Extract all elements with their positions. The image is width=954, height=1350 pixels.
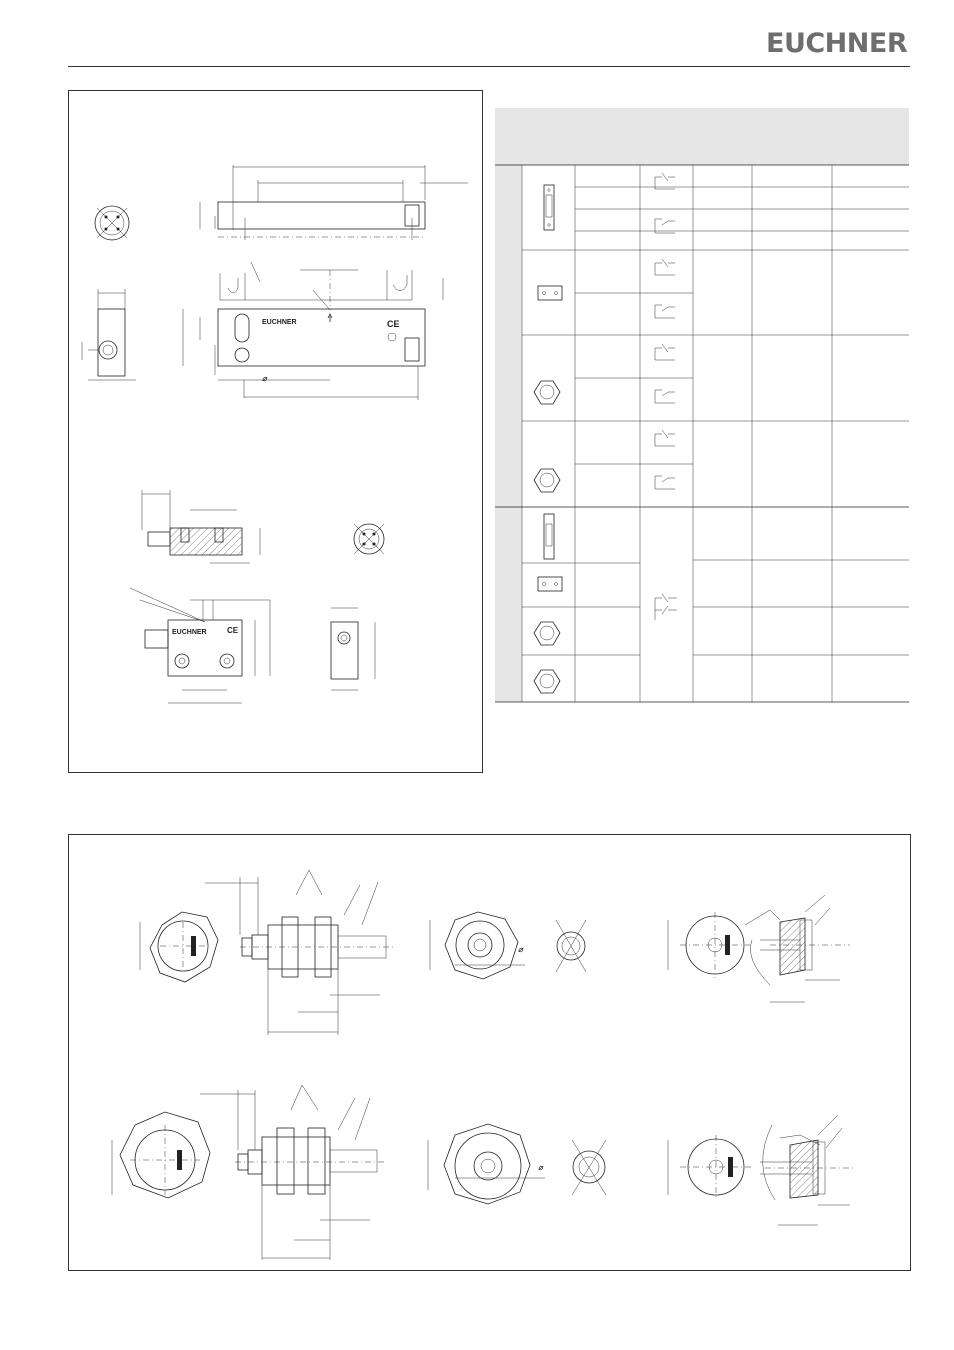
connector-face-4 [572, 1140, 606, 1195]
small-sensor-front-view [130, 588, 270, 703]
embossed-logo-small: EUCHNER [172, 629, 207, 636]
cyl-sensor-1-mounted-section [745, 895, 850, 1002]
sensor-top-view [200, 165, 468, 240]
embossed-logo-front: EUCHNER [262, 319, 297, 326]
small-sensor-section-view [142, 490, 260, 563]
cyl-sensor-2-rear [428, 1124, 545, 1204]
diameter-symbol-3: ⌀ [538, 1163, 543, 1172]
cyl-sensor-2-flush-front [668, 1135, 752, 1200]
small-sensor-side-view [331, 608, 375, 690]
diameter-symbol-2: ⌀ [518, 945, 523, 954]
ce-mark-front: CE [387, 319, 400, 329]
sensor-side-view [82, 289, 136, 380]
cyl-sensor-1-side [205, 870, 395, 1035]
ce-mark-small: CE [227, 626, 239, 635]
connector-face-1 [95, 206, 129, 240]
switching-table [495, 165, 909, 702]
cyl-sensor-1-front [140, 912, 218, 982]
cyl-sensor-2-side [200, 1085, 385, 1260]
cyl-sensor-2-front [112, 1112, 210, 1198]
brand-logo: EUCHNER [766, 28, 908, 59]
cyl-sensor-1-rear [430, 912, 525, 979]
cyl-sensor-2-mounted-section [760, 1115, 855, 1225]
cyl-sensor-1-flush-front [668, 912, 750, 978]
diameter-symbol-1: ⌀ [262, 374, 267, 383]
connector-face-3 [556, 920, 586, 972]
sensor-front-view [183, 262, 443, 400]
connector-face-2 [354, 524, 384, 554]
